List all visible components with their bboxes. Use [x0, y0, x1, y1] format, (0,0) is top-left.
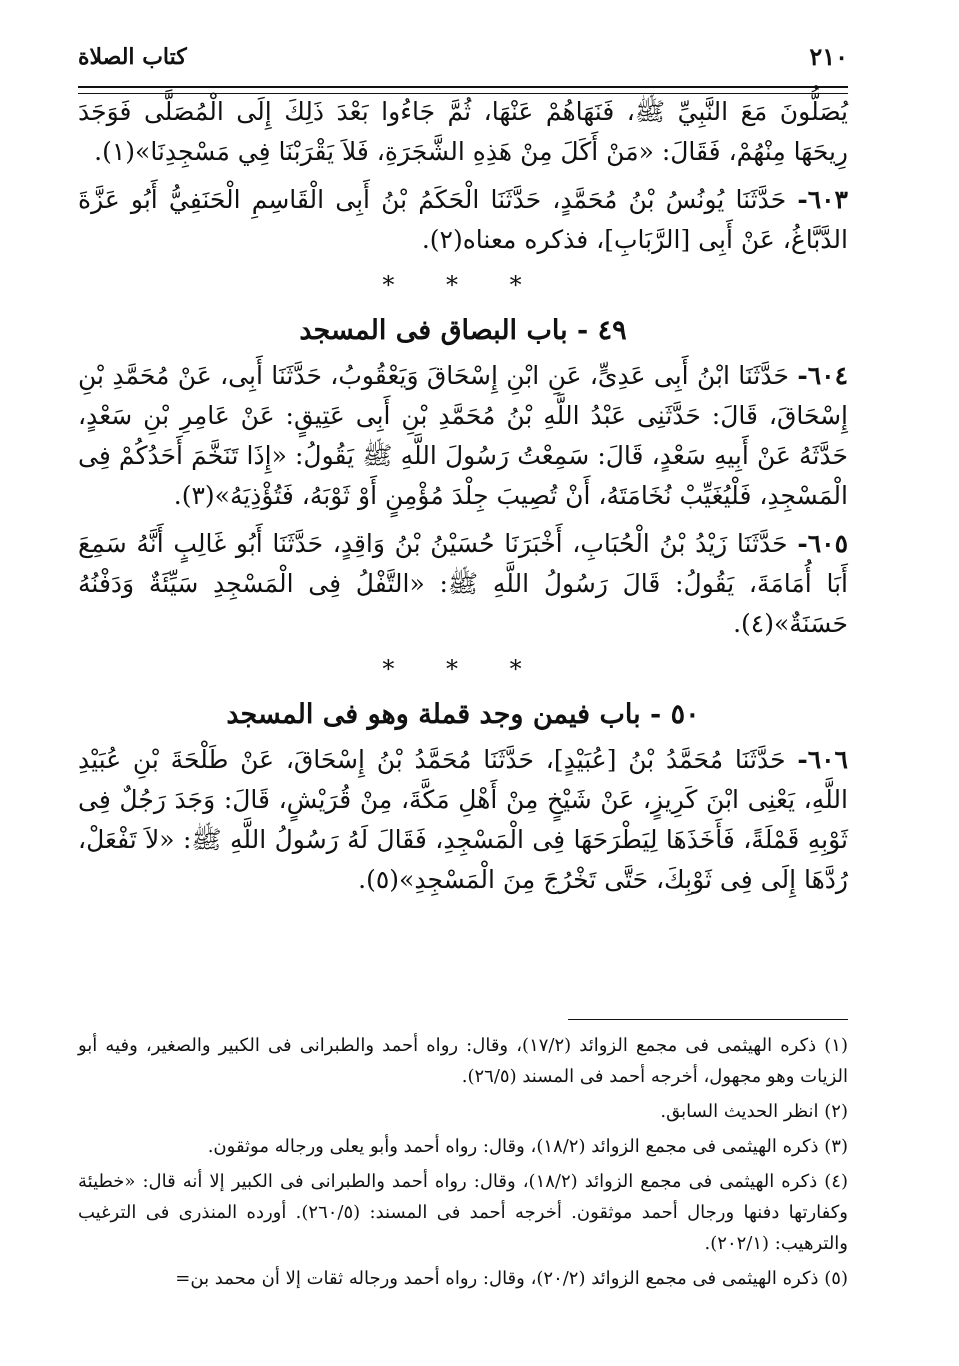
footnotes: [78, 1030, 848, 1298]
hadith-text: حَدَّثَنَا ابْنُ أَبِى عَدِىٍّ، عَنِ ابْنِ إِسْحَاقَ وَيَعْقُوبُ، حَدَّثَنَا أَبِى، عَنْ مُحَمَّدِ بْنِ إِسْحَاقَ، قَالَ: حَدَّثَنِى عَبْدُ اللَّهِ بْنُ مُحَمَّدِ بْنِ أَبِى عَتِيقٍ: عَنْ عَامِرِ بْنِ سَعْدٍ، حَدَّثَهُ عَنْ أَبِيهِ سَعْدٍ، قَالَ: سَمِعْتُ رَسُولَ اللَّهِ ﷺ يَقُولُ: «إِذَا تَنَخَّمَ أَحَدُكُمْ فِى الْمَسْجِدِ، فَلْيُغَيِّبْ نُخَامَتَهُ، أَنْ تُصِيبَ جِلْدَ مُؤْمِنٍ أَوْ ثَوْبَهُ، فَتُؤْذِيَهُ»(٣).: [78, 361, 848, 510]
page-number: ٢١٠: [809, 42, 848, 71]
footnote-2: (٢) انظر الحديث السابق.: [660, 1101, 848, 1122]
section-separator: * * *: [382, 655, 544, 683]
main-text: [78, 92, 848, 908]
hadith-number: ٦٠٤-: [797, 361, 849, 390]
hadith-text: حَدَّثَنَا يُونُسُ بْنُ مُحَمَّدٍ، حَدَّثَنَا الْحَكَمُ بْنُ أَبِى الْقَاسِمِ الْحَنَفِيُّ أَبُو عَزَّةَ الدَّبَّاغُ، عَنْ أَبِى [الرَّبَابِ]، فذكره معناه(٢).: [78, 185, 848, 254]
paragraph-continuation: يُصَلُّونَ مَعَ النَّبِيِّ ﷺ، فَنَهَاهُمْ عَنْهَا، ثُمَّ جَاءُوا بَعْدَ ذَلِكَ إِلَى الْمُصَلَّى فَوَجَدَ رِيحَهَا مِنْهُمْ، فَقَالَ: «مَنْ أَكَلَ مِنْ هَذِهِ الشَّجَرَةِ، فَلاَ يَقْرَبْنَا فِي مَسْجِدِنَا»(١).: [78, 97, 848, 166]
footnote-5: (٥) ذكره الهيثمى فى مجمع الزوائد (٢٠/٢)، وقال: رواه أحمد ورجاله ثقات إلا أن محمد بن=: [175, 1268, 848, 1289]
footnote-4: (٤) ذكره الهيثمى فى مجمع الزوائد (١٨/٢)، وقال: رواه أحمد والطبرانى فى الكبير إلا أنه قال: «خطيئة وكفارتها دفنها ورجال أحمد موثقون. أخرجه أحمد فى المسند: (٢٦٠/٥). أورده المنذرى فى الترغيب والترهيب: (٢٠٢/١).: [78, 1171, 848, 1254]
hadith-604: [78, 356, 848, 516]
hadith-text: حَدَّثَنَا مُحَمَّدُ بْنُ [عُبَيْدٍ]، حَدَّثَنَا مُحَمَّدُ بْنُ إِسْحَاقَ، عَنْ طَلْحَةَ بْنِ عُبَيْدِ اللَّهِ، يَعْنِى ابْنَ كَرِيزٍ، عَنْ شَيْخٍ مِنْ أَهْلِ مَكَّةَ، مِنْ قُرَيْشٍ، قَالَ: وَجَدَ رَجُلٌ فِى ثَوْبِهِ قَمْلَةً، فَأَخَذَهَا لِيَطْرَحَهَا فِى الْمَسْجِدِ، فَقَالَ لَهُ رَسُولُ اللَّهِ ﷺ: «لاَ تَفْعَلْ، رُدَّهَا إِلَى فِى ثَوْبِكَ، حَتَّى تَخْرُجَ مِنَ الْمَسْجِدِ»(٥).: [78, 745, 848, 894]
hadith-605: [78, 524, 848, 644]
hadith-number: ٦٠٥-: [797, 529, 849, 558]
book-title: كتاب الصلاة: [78, 44, 187, 70]
hadith-number: ٦٠٣-: [797, 185, 848, 214]
footnote-rule: [568, 1019, 848, 1020]
hadith-text: حَدَّثَنَا زَيْدُ بْنُ الْحُبَابِ، أَخْبَرَنَا حُسَيْنُ بْنُ وَاقِدٍ، حَدَّثَنَا أَبُو غَالِبٍ أَنَّهُ سَمِعَ أَبَا أُمَامَةَ، يَقُولُ: قَالَ رَسُولُ اللَّهِ ﷺ: «التَّفْلُ فِى الْمَسْجِدِ سَيِّئَةٌ وَدَفْنُهُ حَسَنَةٌ»(٤).: [78, 529, 848, 638]
page-header: [78, 42, 848, 82]
chapter-heading-49: ٤٩ - باب البصاق فى المسجد: [299, 315, 627, 346]
hadith-603: [78, 180, 848, 260]
footnote-3: (٣) ذكره الهيثمى فى مجمع الزوائد (١٨/٢)، وقال: رواه أحمد وأبو يعلى ورجاله موثقون.: [207, 1136, 848, 1157]
hadith-number: ٦٠٦-: [797, 745, 848, 774]
chapter-heading-50: ٥٠ - باب فيمن وجد قملة وهو فى المسجد: [226, 699, 700, 730]
section-separator: * * *: [382, 271, 544, 299]
hadith-606: [78, 740, 848, 900]
footnote-1: (١) ذكره الهيثمى فى مجمع الزوائد (١٧/٢)، وقال: رواه أحمد والطبرانى فى الكبير والصغير، وفيه أبو الزيات وهو مجهول، أخرجه أحمد فى المسند (٢٦/٥).: [78, 1035, 848, 1087]
book-page: [78, 42, 848, 1342]
